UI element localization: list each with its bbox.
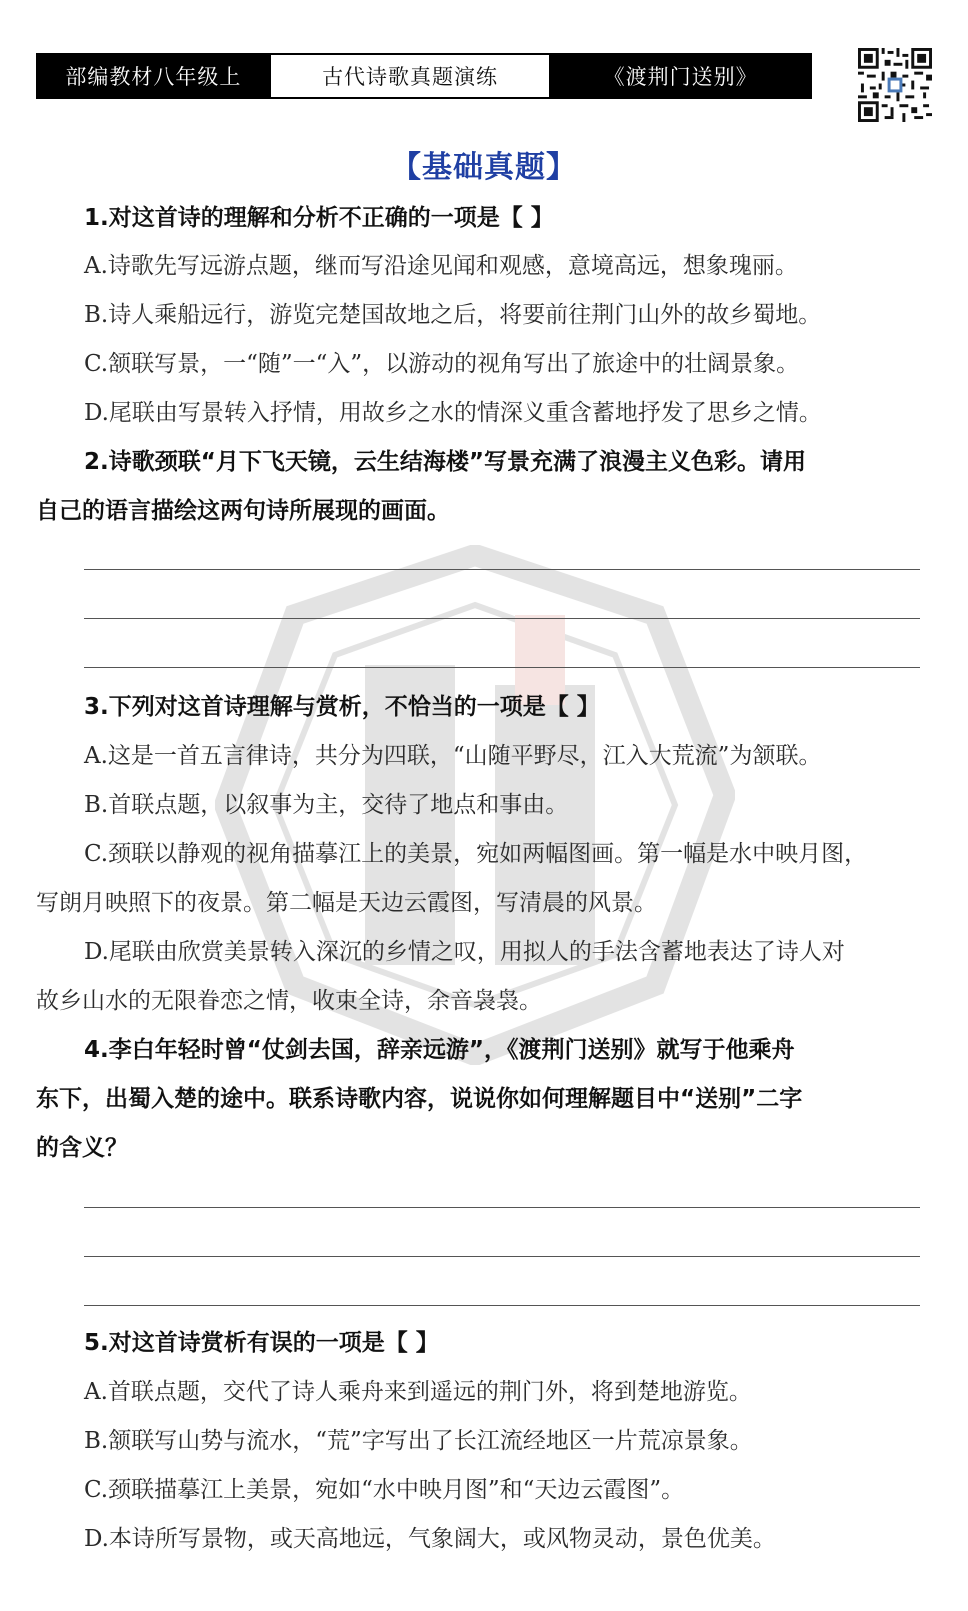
q3-option-d-line2: 故乡山水的无限眷恋之情，收束全诗，余音袅袅。 <box>36 988 542 1014</box>
q3-stem: 3.下列对这首诗理解与赏析，不恰当的一项是【 】 <box>84 694 600 720</box>
q4-stem-line3: 的含义？ <box>36 1135 128 1161</box>
header-poem-title: 《渡荆门送别》 <box>551 55 810 97</box>
q4-answer-line[interactable] <box>84 1256 920 1257</box>
q2-answer-line[interactable] <box>84 667 920 668</box>
header-series: 古代诗歌真题演练 <box>269 55 552 97</box>
q5-option-d: D.本诗所写景物，或天高地远，气象阔大，或风物灵动，景色优美。 <box>84 1526 776 1552</box>
q4-stem-line1: 4.李白年轻时曾“仗剑去国，辞亲远游”，《渡荆门送别》就写于他乘舟 <box>84 1037 795 1063</box>
q3-option-d-line1: D.尾联由欣赏美景转入深沉的乡情之叹，用拟人的手法含蓄地表达了诗人对 <box>84 939 845 965</box>
q5-option-a: A.首联点题，交代了诗人乘舟来到遥远的荆门外，将到楚地游览。 <box>84 1379 752 1405</box>
q5-option-c: C.颈联描摹江上美景，宛如“水中映月图”和“天边云霞图”。 <box>84 1477 685 1503</box>
q3-option-b: B.首联点题，以叙事为主，交待了地点和事由。 <box>84 792 569 818</box>
q5-stem: 5.对这首诗赏析有误的一项是【 】 <box>84 1330 439 1356</box>
q4-stem-line2: 东下，出蜀入楚的途中。联系诗歌内容，说说你如何理解题目中“送别”二字 <box>36 1086 803 1112</box>
q1-option-a: A.诗歌先写远游点题，继而写沿途见闻和观感，意境高远，想象瑰丽。 <box>84 253 798 279</box>
qr-code-icon <box>858 48 932 122</box>
q3-option-c-line2: 写朗月映照下的夜景。第二幅是天边云霞图，写清晨的风景。 <box>36 890 657 916</box>
q2-answer-line[interactable] <box>84 569 920 570</box>
q4-answer-line[interactable] <box>84 1207 920 1208</box>
q1-option-d: D.尾联由写景转入抒情，用故乡之水的情深义重含蓄地抒发了思乡之情。 <box>84 400 822 426</box>
q2-stem-line2: 自己的语言描绘这两句诗所展现的画面。 <box>36 498 450 524</box>
q1-option-c: C.颔联写景，一“随”一“入”，以游动的视角写出了旅途中的壮阔景象。 <box>84 351 800 377</box>
q1-stem: 1.对这首诗的理解和分析不正确的一项是【 】 <box>84 205 554 231</box>
q3-option-a: A.这是一首五言律诗，共分为四联，“山随平野尽，江入大荒流”为颔联。 <box>84 743 822 769</box>
q4-answer-line[interactable] <box>84 1305 920 1306</box>
q5-option-b: B.颔联写山势与流水，“荒”字写出了长江流经地区一片荒凉景象。 <box>84 1428 753 1454</box>
q3-option-c-line1: C.颈联以静观的视角描摹江上的美景，宛如两幅图画。第一幅是水中映月图， <box>84 841 868 867</box>
q1-option-b: B.诗人乘船远行，游览完楚国故地之后，将要前往荆门山外的故乡蜀地。 <box>84 302 822 328</box>
header-grade: 部编教材八年级上 <box>38 55 269 97</box>
header-bar <box>36 53 812 99</box>
q2-answer-line[interactable] <box>84 618 920 619</box>
q2-stem-line1: 2.诗歌颈联“月下飞天镜，云生结海楼”写景充满了浪漫主义色彩。请用 <box>84 449 806 475</box>
section-title: 【基础真题】 <box>391 150 577 185</box>
